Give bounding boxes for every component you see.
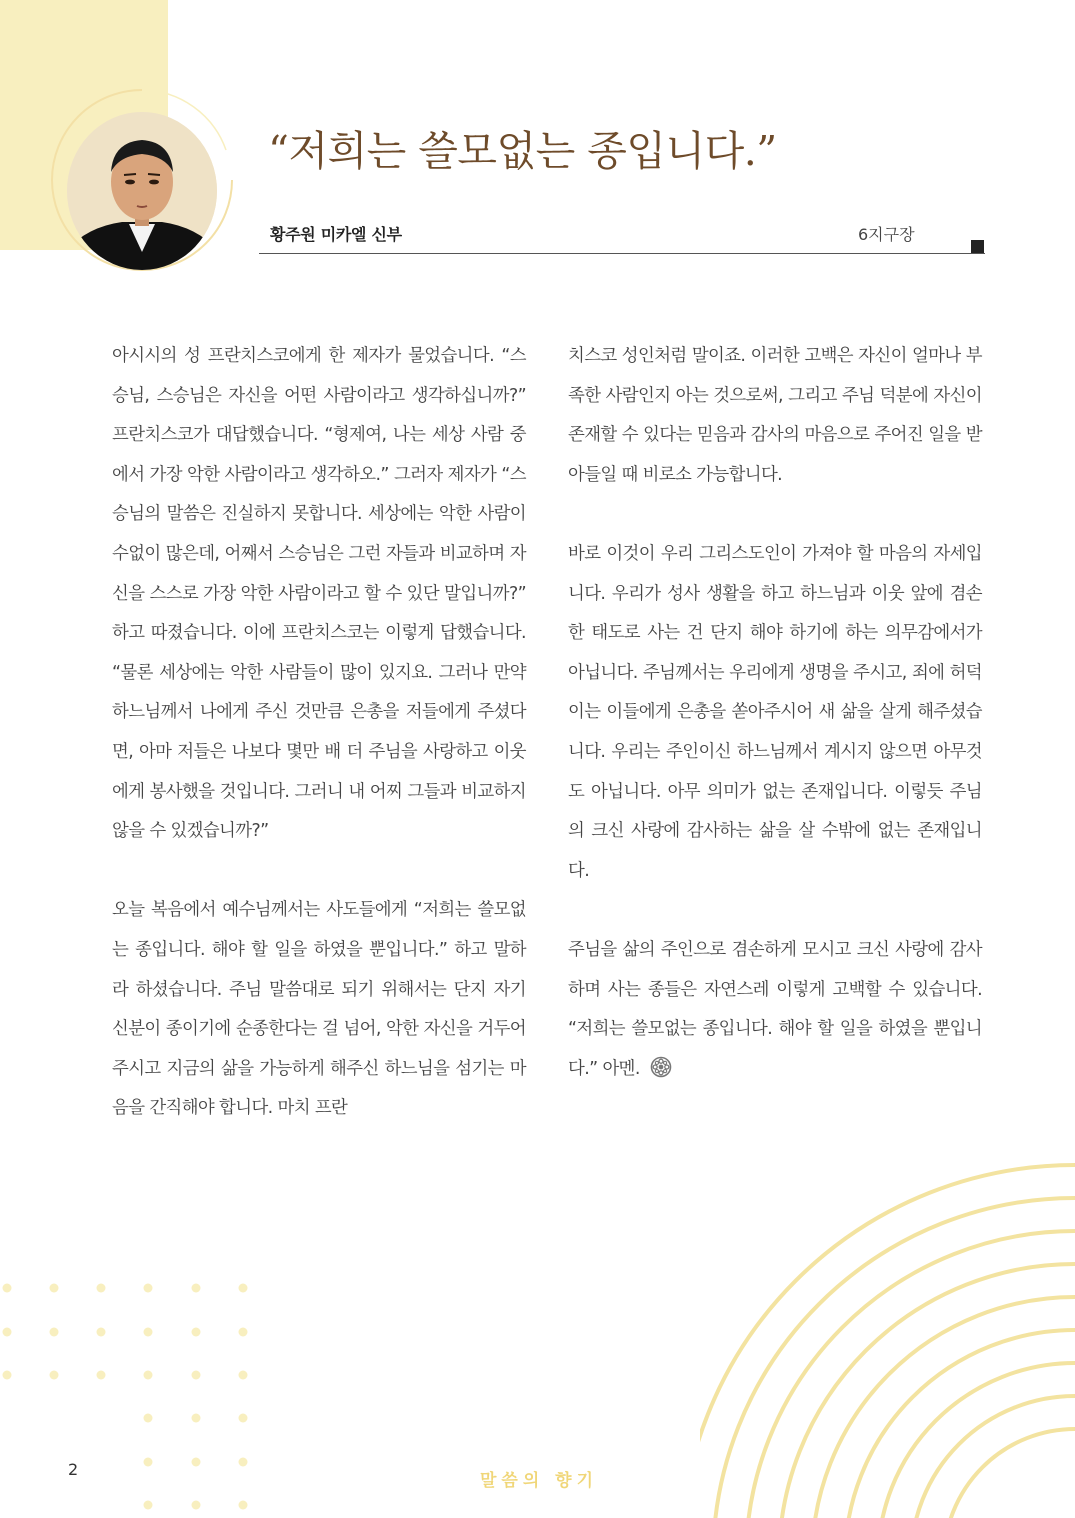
header-divider	[259, 253, 985, 254]
author-portrait	[67, 112, 217, 270]
body-paragraph: 치스코 성인처럼 말이죠. 이러한 고백은 자신이 얼마나 부족한 사람인지 아는 것으로써, 그리고 주님 덕분에 자신이 존재할 수 있다는 믿음과 감사의 마음으로 주어진 일을 받아들일 때 비로소 가능합니다.	[568, 346, 982, 485]
body-paragraph: 바로 이것이 우리 그리스도인이 가져야 할 마음의 자세입니다. 우리가 성사 생활을 하고 하느님과 이웃 앞에 겸손한 태도로 사는 건 단지 해야 하기에 하는 의무감에서가 아닙니다. 주님께서는 우리에게 생명을 주시고, 죄에 허덕이는 이들에게 은총을 쏟아주시어 새 삶을 살게 해주셨습니다. 우리는 주인이신 하느님께서 계시지 않으면 아무것도 아닙니다. 아무 의미가 없는 존재입니다. 이렇듯 주님의 크신 사랑에 감사하는 삶을 살 수밖에 없는 존재입니다.	[568, 543, 982, 881]
body-paragraph-closing	[568, 931, 982, 1089]
publication-title: 말씀의 향기	[480, 1471, 599, 1491]
page-number: 2	[68, 1460, 79, 1479]
concentric-arcs-decoration	[700, 1160, 1075, 1518]
flower-ornament-icon	[650, 1056, 672, 1078]
author-name: 황주원 미카엘 신부	[270, 225, 402, 244]
header-square-marker	[971, 240, 984, 253]
body-column-left	[112, 337, 526, 1129]
article-title: “저희는 쓸모없는 종입니다.”	[268, 127, 777, 175]
body-paragraph-closing-text: 주님을 삶의 주인으로 겸손하게 모시고 크신 사랑에 감사하며 사는 종들은 자연스레 이렇게 고백할 수 있습니다. “저희는 쓸모없는 종입니다. 해야 할 일을 하였을 뿐입니다.” 아멘.	[568, 939, 982, 1079]
body-paragraph: 오늘 복음에서 예수님께서는 사도들에게 “저희는 쓸모없는 종입니다. 해야 할 일을 하였을 뿐입니다.” 하고 말하라 하셨습니다. 주님 말씀대로 되기 위해서는 단지 자기 신분이 종이기에 순종한다는 걸 넘어, 악한 자신을 거두어주시고 지금의 삶을 가능하게 해주신 하느님을 섬기는 마음을 간직해야 합니다. 마치 프란	[112, 900, 526, 1119]
body-paragraph: 아시시의 성 프란치스코에게 한 제자가 물었습니다. “스승님, 스승님은 자신을 어떤 사람이라고 생각하십니까?” 프란치스코가 대답했습니다. “형제여, 나는 세상 사람 중에서 가장 악한 사람이라고 생각하오.” 그러자 제자가 “스승님의 말씀은 진실하지 못합니다. 세상에는 악한 사람이 수없이 많은데, 어째서 스승님은 그런 자들과 비교하며 자신을 스스로 가장 악한 사람이라고 할 수 있단 말입니까?” 하고 따졌습니다. 이에 프란치스코는 이렇게 답했습니다. “물론 세상에는 악한 사람들이 많이 있지요. 그러나 만약 하느님께서 나에게 주신 것만큼 은총을 저들에게 주셨다면, 아마 저들은 나보다 몇만 배 더 주님을 사랑하고 이웃에게 봉사했을 것입니다. 그러니 내 어찌 그들과 비교하지 않을 수 있겠습니까?”	[112, 346, 526, 842]
dot-grid-decoration	[0, 1270, 260, 1518]
body-column-right	[568, 337, 982, 1089]
author-role: 6지구장	[858, 225, 915, 244]
